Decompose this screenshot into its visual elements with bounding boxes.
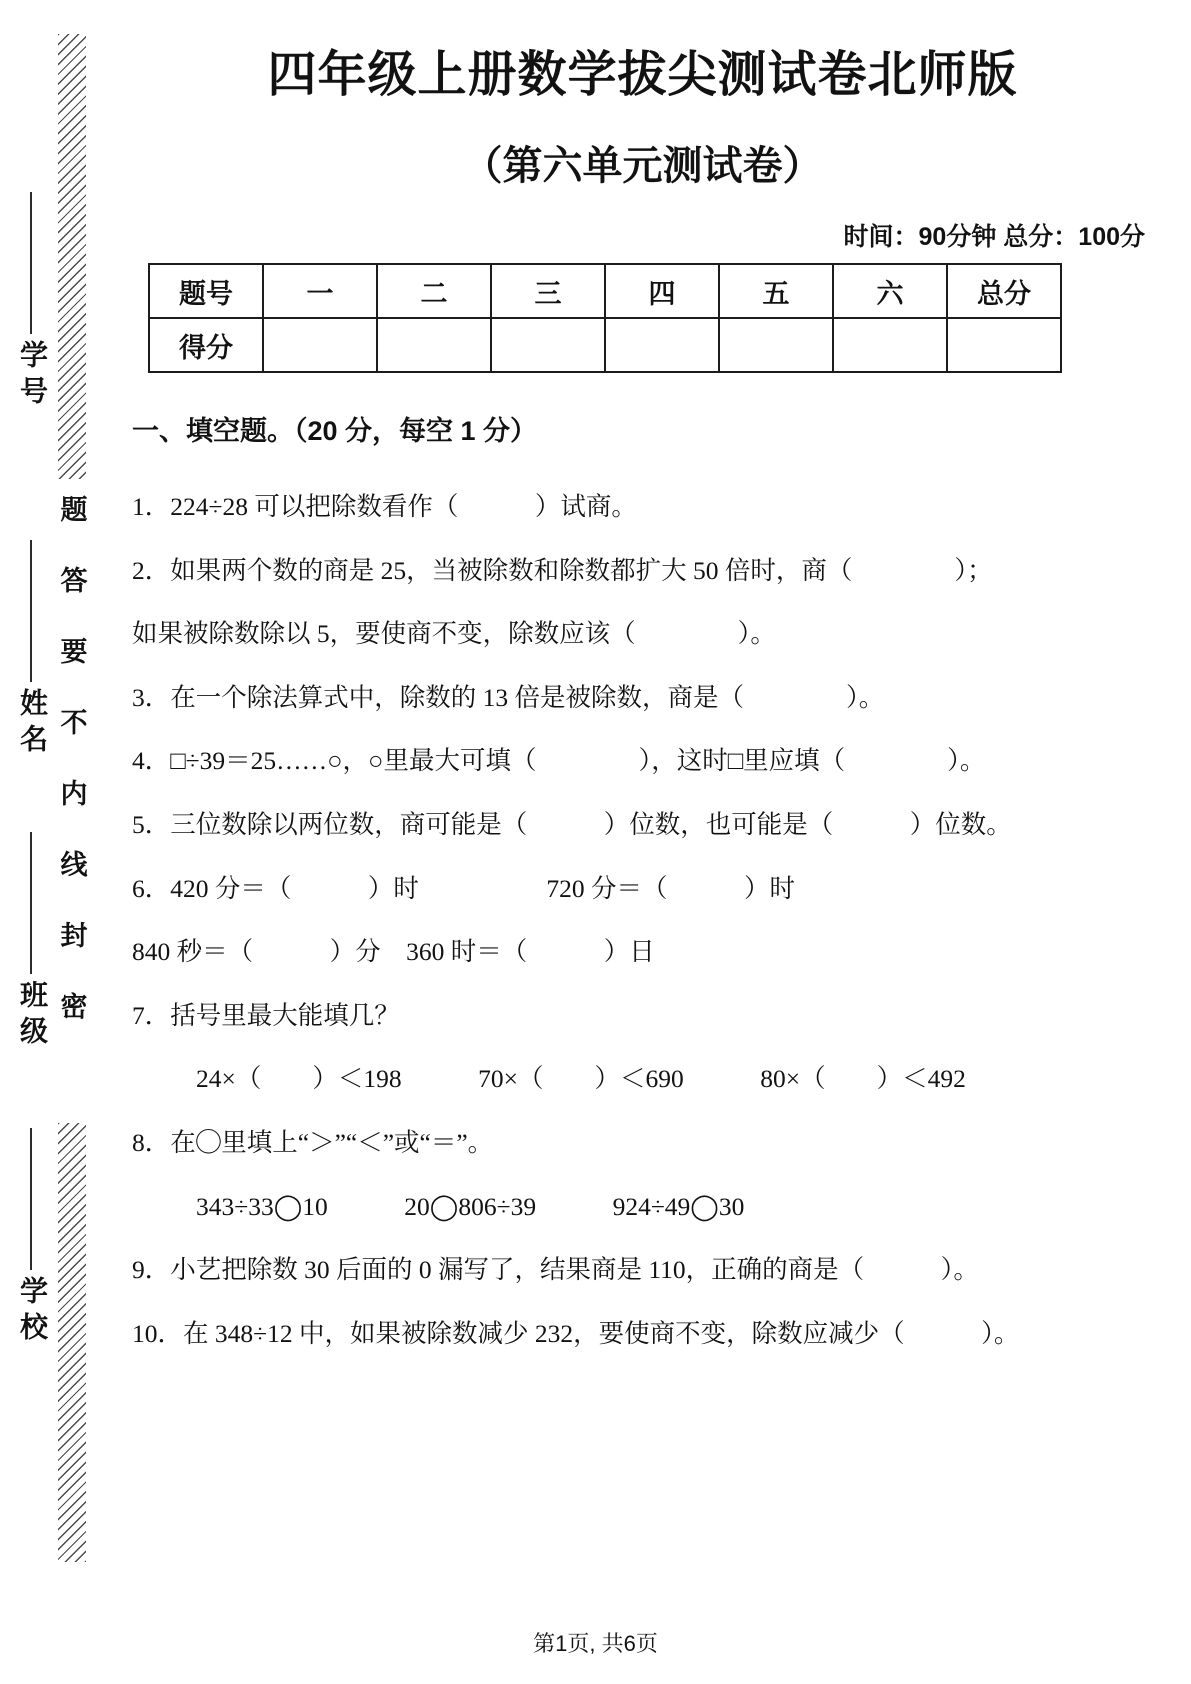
question-2-line-1: 2．如果两个数的商是 25，当被除数和除数都扩大 50 倍时，商（ ）； (132, 555, 993, 585)
student-id-label-group (10, 192, 52, 412)
hatch-pattern-bottom (58, 1123, 86, 1562)
question-list (130, 492, 1155, 1349)
score-table-header-row (149, 264, 1061, 318)
score-cell-6 (833, 318, 947, 372)
score-table-col-2: 二 (377, 264, 491, 318)
student-id-label: 学号 (16, 340, 47, 412)
score-table-score-row (149, 318, 1061, 372)
section-1-heading: 一、填空题。（20 分，每空 1 分） (132, 416, 538, 446)
score-table (148, 263, 1062, 373)
class-label: 班级 (16, 980, 47, 1052)
question-10: 10．在 348÷12 中，如果被除数减少 232，要使商不变，除数应减少（ ）。 (132, 1318, 1020, 1348)
question-4: 4．□÷39＝25……○，○里最大可填（ ），这时□里应填（ ）。 (132, 746, 986, 776)
question-8-line-1: 8．在◯里填上“＞”“＜”或“＝”。 (132, 1127, 494, 1157)
name-label-group (10, 540, 52, 760)
time-score-info: 时间：90分钟 总分：100分 (843, 223, 1145, 251)
paper-title: 四年级上册数学拔尖测试卷北师版 (267, 48, 1018, 102)
score-table-col-4: 四 (605, 264, 719, 318)
hatch-pattern-top (58, 34, 86, 479)
score-table-col-3: 三 (491, 264, 605, 318)
question-6-line-2: 840 秒＝（ ）分 360 时＝（ ）日 (132, 937, 655, 967)
question-7-line-2: 24×（ ）＜198 70×（ ）＜690 80×（ ）＜492 (196, 1064, 966, 1094)
score-cell-total (947, 318, 1061, 372)
page-number: 第1页, 共6页 (533, 1631, 658, 1656)
score-table-col-6: 六 (833, 264, 947, 318)
paper-content (130, 36, 1155, 1382)
name-label: 姓名 (16, 688, 47, 760)
question-5: 5．三位数除以两位数，商可能是（ ）位数，也可能是（ ）位数。 (132, 809, 1012, 839)
question-9: 9．小艺把除数 30 后面的 0 漏写了，结果商是 110，正确的商是（ ）。 (132, 1255, 979, 1285)
score-table-col-1: 一 (263, 264, 377, 318)
score-row-label: 得分 (149, 318, 263, 372)
score-table-col-total: 总分 (947, 264, 1061, 318)
seal-line-text: 题答要不内线封密 (56, 495, 87, 1063)
paper-subtitle: （第六单元测试卷） (462, 144, 823, 188)
question-6-line-1: 6．420 分＝（ ）时 720 分＝（ ）时 (132, 873, 796, 903)
question-2-line-2: 如果被除数除以 5，要使商不变，除数应该（ ）。 (132, 619, 776, 649)
score-cell-5 (719, 318, 833, 372)
student-id-blank-line (30, 192, 32, 334)
school-label-group (10, 1128, 52, 1348)
school-label: 学校 (16, 1276, 47, 1348)
question-8-line-2: 343÷33◯10 20◯806÷39 924÷49◯30 (196, 1191, 745, 1221)
score-cell-2 (377, 318, 491, 372)
question-3: 3．在一个除法算式中，除数的 13 倍是被除数，商是（ ）。 (132, 682, 885, 712)
seal-line-strip (54, 34, 90, 1562)
class-label-group (10, 832, 52, 1052)
class-blank-line (30, 832, 32, 974)
question-7-line-1: 7．括号里最大能填几？ (132, 1000, 400, 1030)
score-cell-1 (263, 318, 377, 372)
score-cell-3 (491, 318, 605, 372)
score-cell-4 (605, 318, 719, 372)
name-blank-line (30, 540, 32, 682)
score-table-col-question-no: 题号 (149, 264, 263, 318)
school-blank-line (30, 1128, 32, 1270)
score-table-col-5: 五 (719, 264, 833, 318)
question-1: 1．224÷28 可以把除数看作（ ）试商。 (132, 492, 637, 521)
